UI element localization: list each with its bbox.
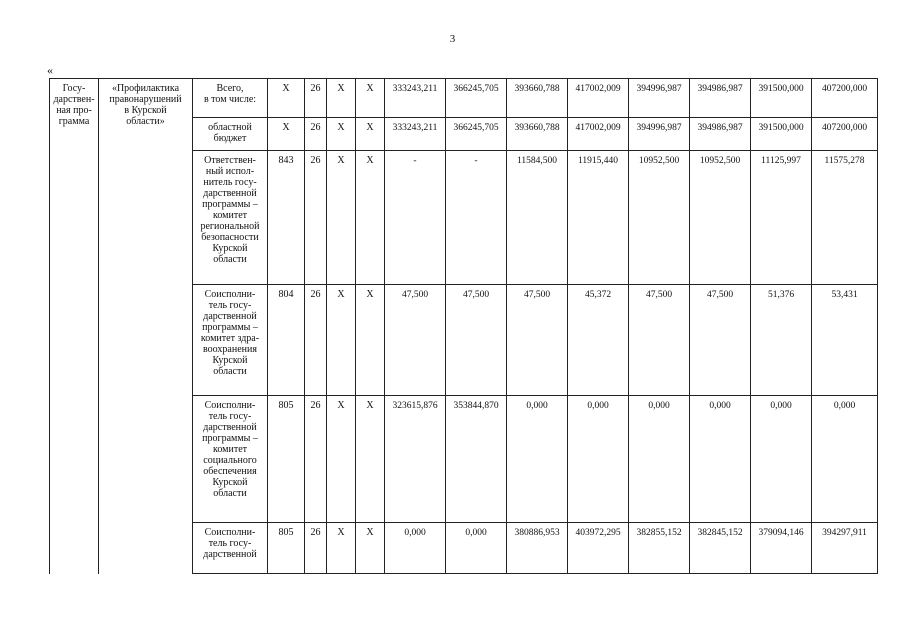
value-cell: 394297,911 [812,523,878,574]
status-cell: Госу- дарствен- ная про- грамма [50,79,99,574]
value-cell: 393660,788 [507,79,568,118]
value-cell: 366245,705 [446,79,507,118]
csr-cell: X [356,79,385,118]
value-cell: - [446,151,507,285]
grbs-cell: X [268,118,305,151]
pr-cell: X [327,79,356,118]
value-cell: 394996,987 [629,79,690,118]
open-quote-mark: « [47,63,53,77]
value-cell: 47,500 [385,285,446,396]
value-cell: 47,500 [446,285,507,396]
source-label-cell: Ответствен- ный испол- нитель госу- дарственной программы – комитет региональной безопасности Курской области [193,151,268,285]
value-cell: 47,500 [507,285,568,396]
csr-cell: X [356,118,385,151]
value-cell: 353844,870 [446,396,507,523]
source-label-cell: Соисполни- тель госу- дарственной программы – комитет здра- воохранения Курской области [193,285,268,396]
value-cell: 11915,440 [568,151,629,285]
rz-cell: 26 [305,396,327,523]
pr-cell: X [327,396,356,523]
value-cell: 10952,500 [690,151,751,285]
value-cell: 407200,000 [812,79,878,118]
source-label-cell: Соисполни- тель госу- дарственной программы – комитет социального обеспечения Курской области [193,396,268,523]
rz-cell: 26 [305,285,327,396]
csr-cell: X [356,151,385,285]
grbs-cell: 843 [268,151,305,285]
value-cell: - [385,151,446,285]
rz-cell: 26 [305,118,327,151]
pr-cell: X [327,285,356,396]
value-cell: 382845,152 [690,523,751,574]
value-cell: 0,000 [812,396,878,523]
value-cell: 0,000 [629,396,690,523]
value-cell: 47,500 [690,285,751,396]
grbs-cell: 805 [268,523,305,574]
value-cell: 391500,000 [751,118,812,151]
rz-cell: 26 [305,523,327,574]
source-label-cell: областной бюджет [193,118,268,151]
grbs-cell: 804 [268,285,305,396]
value-cell: 10952,500 [629,151,690,285]
value-cell: 403972,295 [568,523,629,574]
value-cell: 53,431 [812,285,878,396]
csr-cell: X [356,396,385,523]
pr-cell: X [327,118,356,151]
value-cell: 391500,000 [751,79,812,118]
value-cell: 45,372 [568,285,629,396]
value-cell: 11575,278 [812,151,878,285]
value-cell: 417002,009 [568,118,629,151]
table-row [50,79,878,118]
value-cell: 394986,987 [690,79,751,118]
value-cell: 11584,500 [507,151,568,285]
value-cell: 51,376 [751,285,812,396]
rz-cell: 26 [305,79,327,118]
value-cell: 333243,211 [385,79,446,118]
csr-cell: X [356,523,385,574]
value-cell: 0,000 [751,396,812,523]
value-cell: 394986,987 [690,118,751,151]
value-cell: 333243,211 [385,118,446,151]
grbs-cell: X [268,79,305,118]
value-cell: 366245,705 [446,118,507,151]
value-cell: 379094,146 [751,523,812,574]
budget-table [49,78,878,574]
value-cell: 0,000 [690,396,751,523]
value-cell: 394996,987 [629,118,690,151]
value-cell: 0,000 [568,396,629,523]
value-cell: 0,000 [446,523,507,574]
pr-cell: X [327,523,356,574]
value-cell: 382855,152 [629,523,690,574]
page-number: 3 [449,33,456,45]
value-cell: 380886,953 [507,523,568,574]
value-cell: 0,000 [507,396,568,523]
value-cell: 47,500 [629,285,690,396]
value-cell: 417002,009 [568,79,629,118]
pr-cell: X [327,151,356,285]
source-label-cell: Соисполни- тель госу- дарственной [193,523,268,574]
value-cell: 11125,997 [751,151,812,285]
program-name-cell: «Профилактика правонарушений в Курской области» [99,79,193,574]
rz-cell: 26 [305,151,327,285]
value-cell: 323615,876 [385,396,446,523]
grbs-cell: 805 [268,396,305,523]
csr-cell: X [356,285,385,396]
source-label-cell: Всего, в том числе: [193,79,268,118]
value-cell: 407200,000 [812,118,878,151]
value-cell: 0,000 [385,523,446,574]
value-cell: 393660,788 [507,118,568,151]
